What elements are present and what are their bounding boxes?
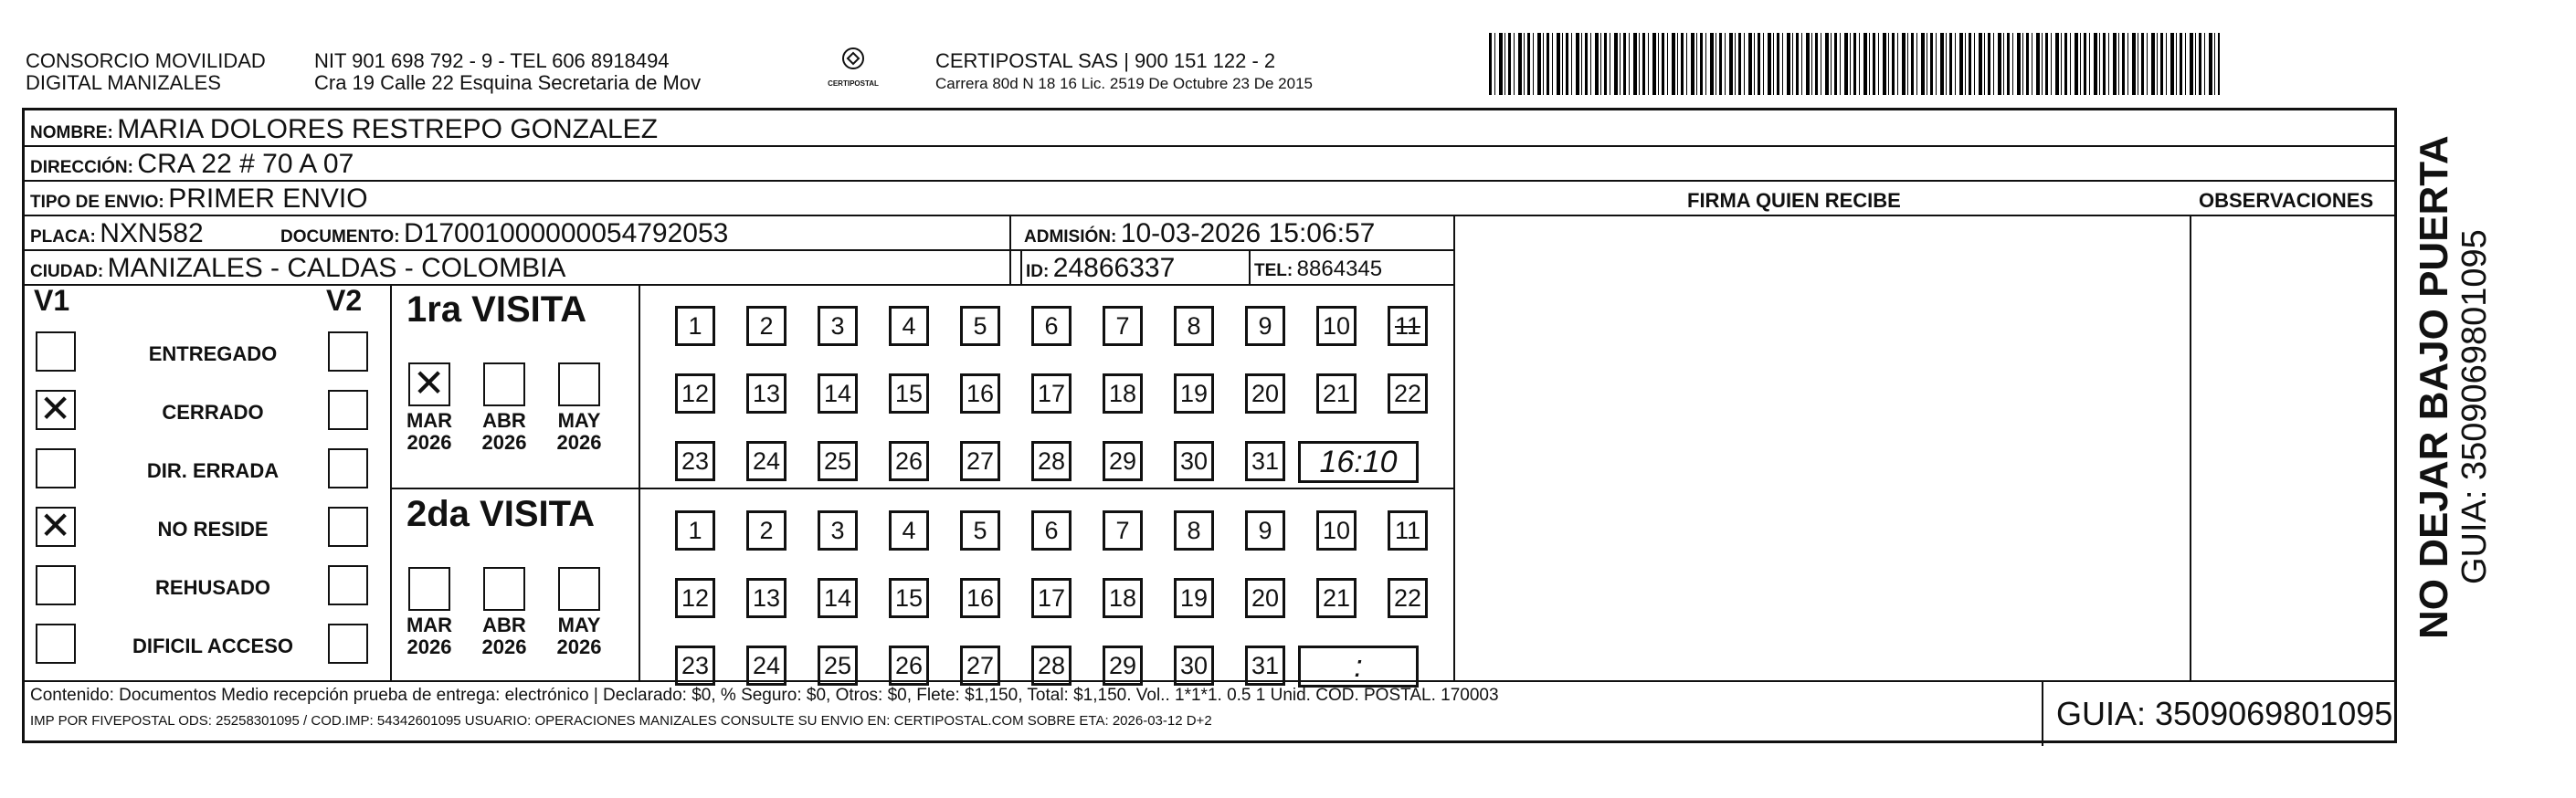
footer-imp: IMP POR FIVEPOSTAL ODS: 25258301095 / COD.IMP: 54342601095 USUARIO: OPERACIONES MANIZALES CONSULTE SU ENVIO EN: CERTIPOSTAL.COM SOBRE ETA: 2026-03-12 D+2	[30, 713, 1212, 729]
nombre-row	[30, 114, 658, 145]
v2-checkbox[interactable]	[328, 448, 368, 488]
first-visit-day-box[interactable]: 31	[1245, 441, 1285, 481]
second-visit-month-checkbox[interactable]	[483, 567, 525, 611]
ciudad-value: MANIZALES - CALDAS - COLOMBIA	[107, 253, 566, 283]
status-label: NO RESIDE	[157, 518, 269, 541]
status-label: DIFICIL ACCESO	[132, 635, 293, 657]
second-visit-day-box[interactable]: 7	[1103, 510, 1143, 551]
first-visit-day-box[interactable]: 23	[675, 441, 715, 481]
direccion-label: DIRECCIÓN:	[30, 158, 133, 177]
v2-header: V2	[326, 284, 363, 317]
second-visit-day-box[interactable]: 26	[889, 646, 929, 686]
second-visit-month-label: MAR 2026	[406, 614, 453, 658]
v2-checkbox[interactable]	[328, 390, 368, 430]
first-visit-day-box[interactable]: 7	[1103, 306, 1143, 346]
company-name-line2: DIGITAL MANIZALES	[26, 71, 221, 94]
first-visit-day-box[interactable]: 12	[675, 373, 715, 414]
placa-label: PLACA:	[30, 227, 96, 247]
courier-address: Carrera 80d N 18 16 Lic. 2519 De Octubre 23 De 2015	[935, 75, 1313, 92]
nombre-value: MARIA DOLORES RESTREPO GONZALEZ	[117, 114, 659, 144]
nombre-label: NOMBRE:	[30, 123, 113, 142]
footer-guia: GUIA: 3509069801095	[2056, 695, 2393, 732]
status-label: REHUSADO	[155, 576, 270, 599]
second-visit-day-box[interactable]: 14	[818, 578, 858, 618]
first-visit-day-box[interactable]: 5	[960, 306, 1000, 346]
id-value: 24866337	[1052, 253, 1176, 283]
first-visit-day-box[interactable]: 3	[818, 306, 858, 346]
direccion-row	[30, 149, 354, 180]
delivery-form	[22, 108, 2397, 743]
v2-checkbox[interactable]	[328, 565, 368, 605]
v1-checkbox[interactable]	[36, 565, 76, 605]
footer-contenido: Contenido: Documentos Medio recepción prueba de entrega: electrónico | Declarado: $0, % Seguro: $0, Otros: $0, Flete: $1,150, Total: $1,150. Vol.. 1*1*1. 0.5 1 Unid. COD. POSTAL. 170003	[30, 686, 1499, 705]
first-visit-day-box[interactable]: 1	[675, 306, 715, 346]
v1-checkbox[interactable]	[36, 624, 76, 664]
first-visit-day-box[interactable]: 18	[1103, 373, 1143, 414]
ciudad-label: CIUDAD:	[30, 262, 104, 281]
second-visit-day-box[interactable]: 31	[1245, 646, 1285, 686]
observaciones-label: OBSERVACIONES	[2199, 189, 2374, 212]
second-visit-day-box[interactable]: 8	[1174, 510, 1214, 551]
first-visit-day-box[interactable]: 15	[889, 373, 929, 414]
admision-value: 10-03-2026 15:06:57	[1120, 218, 1376, 248]
second-visit-day-box[interactable]: 16	[960, 578, 1000, 618]
second-visit-day-box[interactable]: 19	[1174, 578, 1214, 618]
documento-value: D17001000000054792053	[404, 218, 729, 248]
status-label: DIR. ERRADA	[146, 459, 280, 482]
second-visit-day-box[interactable]: 1	[675, 510, 715, 551]
first-visit-month-label: MAY 2026	[556, 409, 602, 454]
placa-row	[30, 218, 204, 249]
first-visit-day-box[interactable]: 29	[1103, 441, 1143, 481]
ciudad-row	[30, 253, 565, 284]
second-visit-day-box[interactable]: 20	[1245, 578, 1285, 618]
side-notice: NO DEJAR BAJO PUERTA	[2412, 135, 2456, 639]
first-visit-day-box[interactable]: 17	[1031, 373, 1072, 414]
first-visit-day-box[interactable]: 14	[818, 373, 858, 414]
admision-row	[1024, 218, 1375, 249]
courier-name: CERTIPOSTAL SAS | 900 151 122 - 2	[935, 49, 1276, 72]
second-visit-day-box[interactable]: 28	[1031, 646, 1072, 686]
company-name-line1: CONSORCIO MOVILIDAD	[26, 49, 266, 72]
second-visit-day-box[interactable]: 23	[675, 646, 715, 686]
placa-value: NXN582	[100, 218, 204, 248]
second-visit-day-box[interactable]: 25	[818, 646, 858, 686]
second-visit-month-checkbox[interactable]	[558, 567, 600, 611]
second-visit-day-box[interactable]: 3	[818, 510, 858, 551]
tipo-envio-row	[30, 184, 368, 215]
v1-checkbox[interactable]	[36, 390, 76, 430]
first-visit-day-box[interactable]: 8	[1174, 306, 1214, 346]
company-nit: NIT 901 698 792 - 9 - TEL 606 8918494	[314, 49, 670, 72]
second-visit-day-box[interactable]: 13	[746, 578, 787, 618]
first-visit-day-box[interactable]: 24	[746, 441, 787, 481]
second-visit-day-box[interactable]: 4	[889, 510, 929, 551]
status-label: ENTREGADO	[148, 342, 278, 365]
first-visit-day-box[interactable]: 13	[746, 373, 787, 414]
status-label: CERRADO	[162, 401, 264, 424]
tel-value: 8864345	[1296, 257, 1383, 281]
second-visit-day-box[interactable]: 18	[1103, 578, 1143, 618]
second-visit-month-label: ABR 2026	[481, 614, 527, 658]
id-row	[1026, 253, 1175, 284]
first-visit-day-box[interactable]: 10	[1316, 306, 1357, 346]
first-visit-day-box[interactable]: 27	[960, 441, 1000, 481]
first-visit-day-box[interactable]: 2	[746, 306, 787, 346]
second-visit-day-box[interactable]: 12	[675, 578, 715, 618]
second-visit-day-box[interactable]: 17	[1031, 578, 1072, 618]
first-visit-day-box[interactable]: 28	[1031, 441, 1072, 481]
second-visit-day-box[interactable]: 9	[1245, 510, 1285, 551]
first-visit-month-checkbox[interactable]	[483, 362, 525, 406]
first-visit-day-box[interactable]: 19	[1174, 373, 1214, 414]
second-visit-day-box[interactable]: 29	[1103, 646, 1143, 686]
firma-label: FIRMA QUIEN RECIBE	[1687, 189, 1901, 212]
tel-row	[1254, 257, 1382, 282]
second-visit-title: 2da VISITA	[406, 494, 595, 534]
first-visit-day-box[interactable]: 21	[1316, 373, 1357, 414]
documento-row	[280, 218, 728, 249]
v1-checkbox[interactable]	[36, 331, 76, 372]
direccion-value: CRA 22 # 70 A 07	[137, 149, 354, 179]
second-visit-month-label: MAY 2026	[556, 614, 602, 658]
first-visit-day-box[interactable]: 16	[960, 373, 1000, 414]
v1-header: V1	[34, 284, 70, 317]
first-visit-day-box[interactable]: 4	[889, 306, 929, 346]
second-visit-day-box[interactable]: 22	[1388, 578, 1428, 618]
tipo-envio-value: PRIMER ENVIO	[168, 184, 368, 214]
second-visit-day-box[interactable]: 27	[960, 646, 1000, 686]
second-visit-day-box[interactable]: 30	[1174, 646, 1214, 686]
first-visit-month-checkbox[interactable]	[558, 362, 600, 406]
barcode	[1489, 33, 2220, 95]
second-visit-month-checkbox[interactable]	[408, 567, 450, 611]
first-visit-month-checkbox[interactable]	[408, 362, 450, 406]
id-label: ID:	[1026, 262, 1050, 281]
first-visit-day-box[interactable]: 11	[1388, 306, 1428, 346]
v1-checkbox[interactable]	[36, 448, 76, 488]
first-visit-time-box[interactable]: 16:10	[1298, 441, 1419, 483]
first-visit-day-box[interactable]: 26	[889, 441, 929, 481]
second-visit-day-box[interactable]: 10	[1316, 510, 1357, 551]
v1-checkbox[interactable]	[36, 507, 76, 547]
second-visit-time-box[interactable]: :	[1298, 646, 1419, 688]
first-visit-day-box[interactable]: 20	[1245, 373, 1285, 414]
second-visit-day-box[interactable]: 24	[746, 646, 787, 686]
company-address: Cra 19 Calle 22 Esquina Secretaria de Mov	[314, 71, 702, 94]
first-visit-title: 1ra VISITA	[406, 289, 587, 330]
second-visit-day-box[interactable]: 21	[1316, 578, 1357, 618]
second-visit-day-box[interactable]: 15	[889, 578, 929, 618]
first-visit-month-label: MAR 2026	[406, 409, 453, 454]
first-visit-day-box[interactable]: 22	[1388, 373, 1428, 414]
second-visit-day-box[interactable]: 11	[1388, 510, 1428, 551]
second-visit-day-box[interactable]: 6	[1031, 510, 1072, 551]
v2-checkbox[interactable]	[328, 331, 368, 372]
first-visit-month-label: ABR 2026	[481, 409, 527, 454]
admision-label: ADMISIÓN:	[1024, 227, 1117, 247]
side-guia: GUIA: 3509069801095	[2455, 229, 2494, 584]
tipo-envio-label: TIPO DE ENVIO:	[30, 193, 164, 212]
documento-label: DOCUMENTO:	[280, 227, 400, 247]
v2-checkbox[interactable]	[328, 507, 368, 547]
certipostal-logo: CERTIPOSTAL	[820, 44, 886, 99]
tel-label: TEL:	[1254, 261, 1293, 280]
first-visit-day-box[interactable]: 25	[818, 441, 858, 481]
second-visit-day-box[interactable]: 5	[960, 510, 1000, 551]
first-visit-day-box[interactable]: 9	[1245, 306, 1285, 346]
first-visit-day-box[interactable]: 30	[1174, 441, 1214, 481]
first-visit-day-box[interactable]: 6	[1031, 306, 1072, 346]
second-visit-day-box[interactable]: 2	[746, 510, 787, 551]
v2-checkbox[interactable]	[328, 624, 368, 664]
